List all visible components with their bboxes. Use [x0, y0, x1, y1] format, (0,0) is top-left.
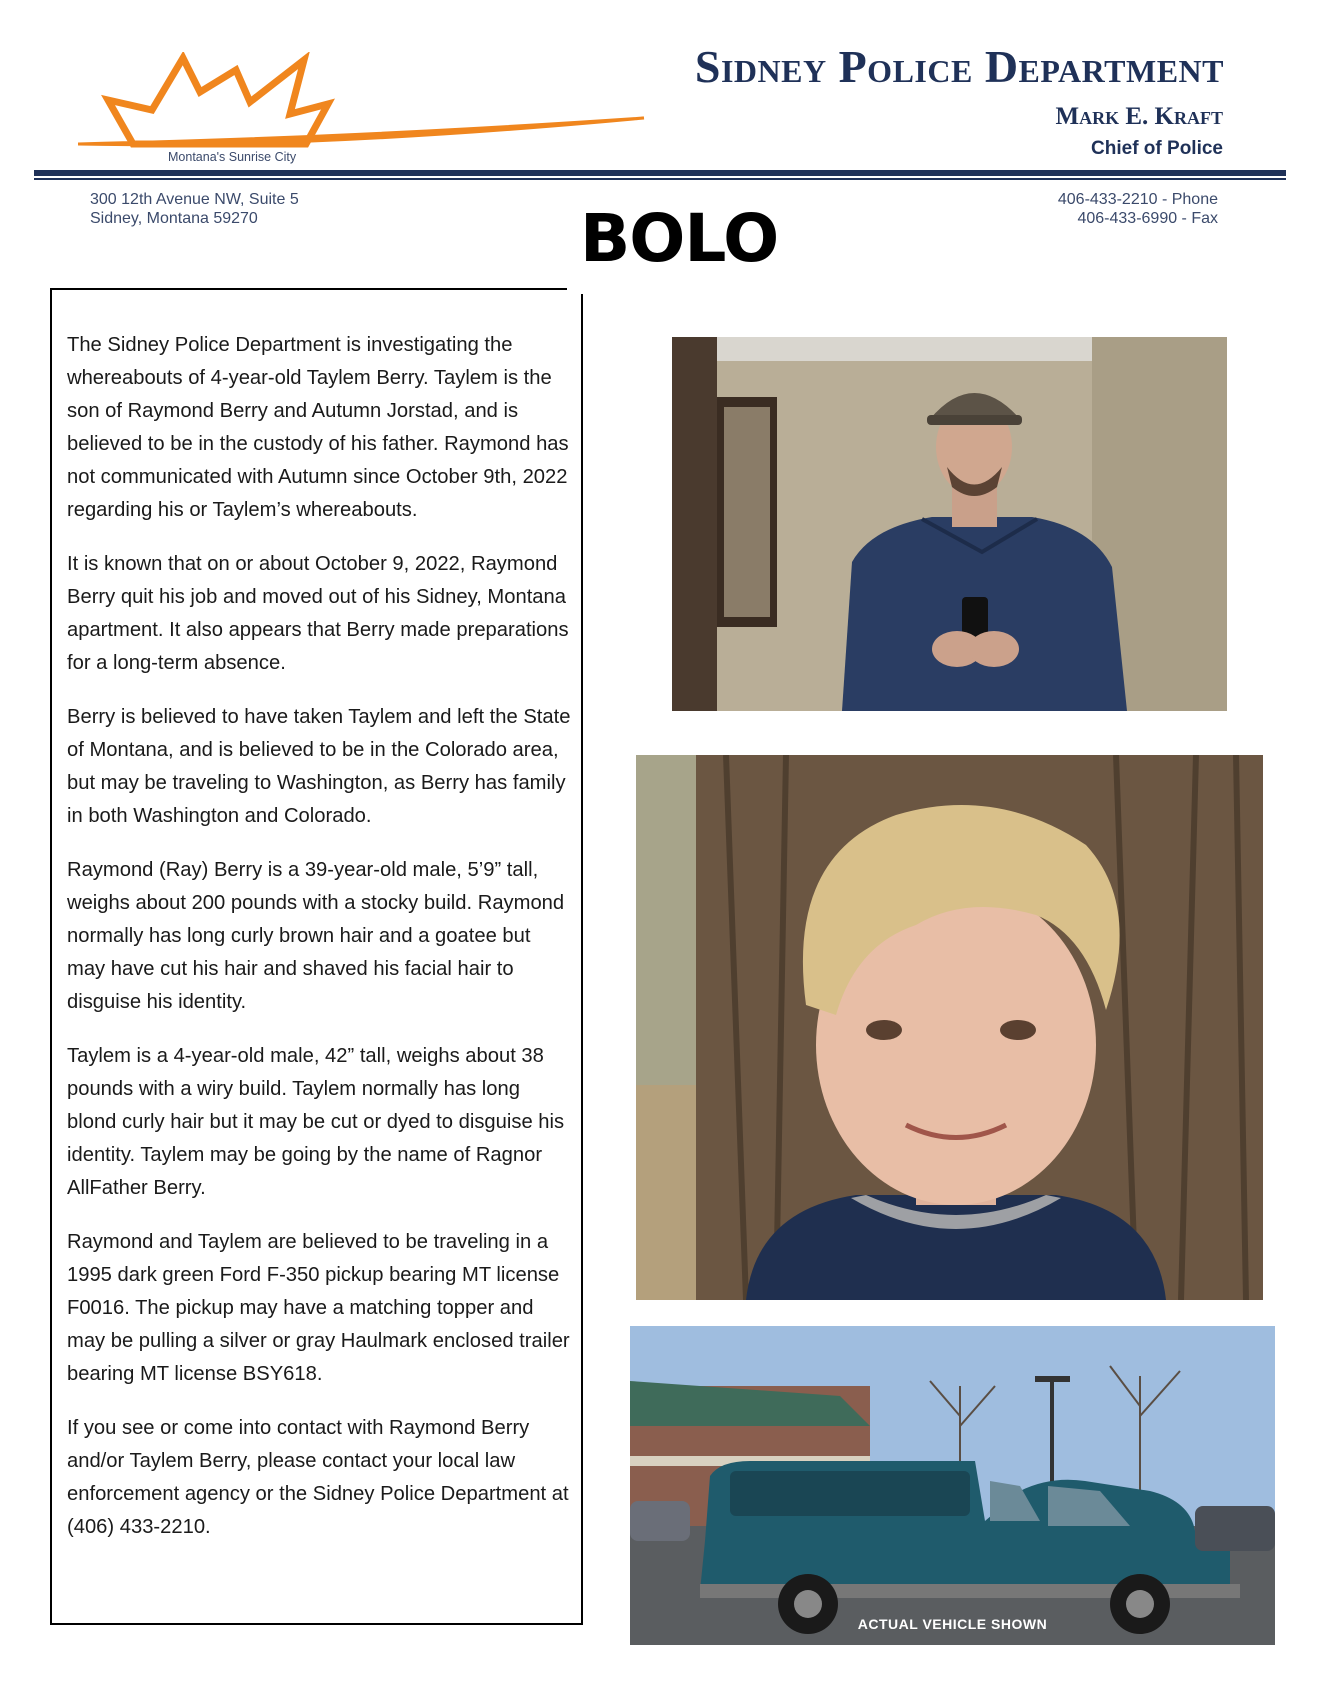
paragraph: Berry is believed to have taken Taylem and left the State of Montana, and is believed to be in the Colorado area, but may be traveling to Washington, as Berry has family in both Washington and Colorado.: [67, 706, 571, 827]
vehicle-photo: [630, 1326, 1275, 1645]
vehicle-caption: ACTUAL VEHICLE SHOWN: [857, 1616, 1048, 1632]
header-rule: [34, 170, 1286, 176]
sunburst-logo: [78, 52, 648, 170]
description-box-right-border: [581, 294, 583, 1625]
address-block: [90, 190, 299, 228]
phone-number: 406-433-2210 - Phone: [1057, 191, 1218, 208]
fax-number: 406-433-6990 - Fax: [1077, 210, 1218, 227]
paragraph: Raymond (Ray) Berry is a 39-year-old male, 5’9” tall, weighs about 200 pounds with a stocky build. Raymond normally has long curly brown hair and a goatee but may have cut his hair and shaved his facial hair to disguise his identity.: [67, 859, 565, 1013]
paragraph: Raymond and Taylem are believed to be traveling in a 1995 dark green Ford F-350 pickup bearing MT license F0016. The pickup may have a matching topper and may be pulling a silver or gray Haulmark enclosed trailer bearing MT license BSY618.: [67, 1231, 570, 1385]
description-text: [67, 329, 572, 1565]
taylem-berry-photo: [636, 755, 1263, 1300]
paragraph: It is known that on or about October 9, 2022, Raymond Berry quit his job and moved out of his Sidney, Montana apartment. It also appears that Berry made preparations for a long-term absence.: [67, 553, 569, 674]
paragraph: If you see or come into contact with Raymond Berry and/or Taylem Berry, please contact your local law enforcement agency or the Sidney Police Department at (406) 433-2210.: [67, 1417, 569, 1538]
chief-name: Mark E. Kraft: [1055, 103, 1223, 130]
chief-title: Chief of Police: [1091, 138, 1223, 159]
address-line-1: 300 12th Avenue NW, Suite 5: [90, 191, 299, 208]
contact-block: [1058, 190, 1218, 228]
description-box-top-border: [50, 288, 567, 290]
tagline: Montana's Sunrise City: [168, 150, 297, 164]
paragraph: The Sidney Police Department is investigating the whereabouts of 4-year-old Taylem Berry. Taylem is the son of Raymond Berry and Autumn Jorstad, and is believed to be in the custody of his father. Raymond has not communicated with Autumn since October 9th, 2022 regarding his or Taylem’s whereabouts.: [67, 334, 569, 521]
raymond-berry-photo: [672, 337, 1227, 711]
department-title: Sidney Police Department: [694, 41, 1224, 92]
address-line-2: Sidney, Montana 59270: [90, 210, 258, 227]
paragraph: Taylem is a 4-year-old male, 42” tall, weighs about 38 pounds with a wiry build. Taylem normally has long blond curly hair but it may be cut or dyed to disguise his identity. Taylem may be going by the name of Ragnor AllFather Berry.: [67, 1045, 565, 1199]
header-rule-thin: [34, 178, 1286, 180]
bolo-title: BOLO: [580, 200, 779, 277]
